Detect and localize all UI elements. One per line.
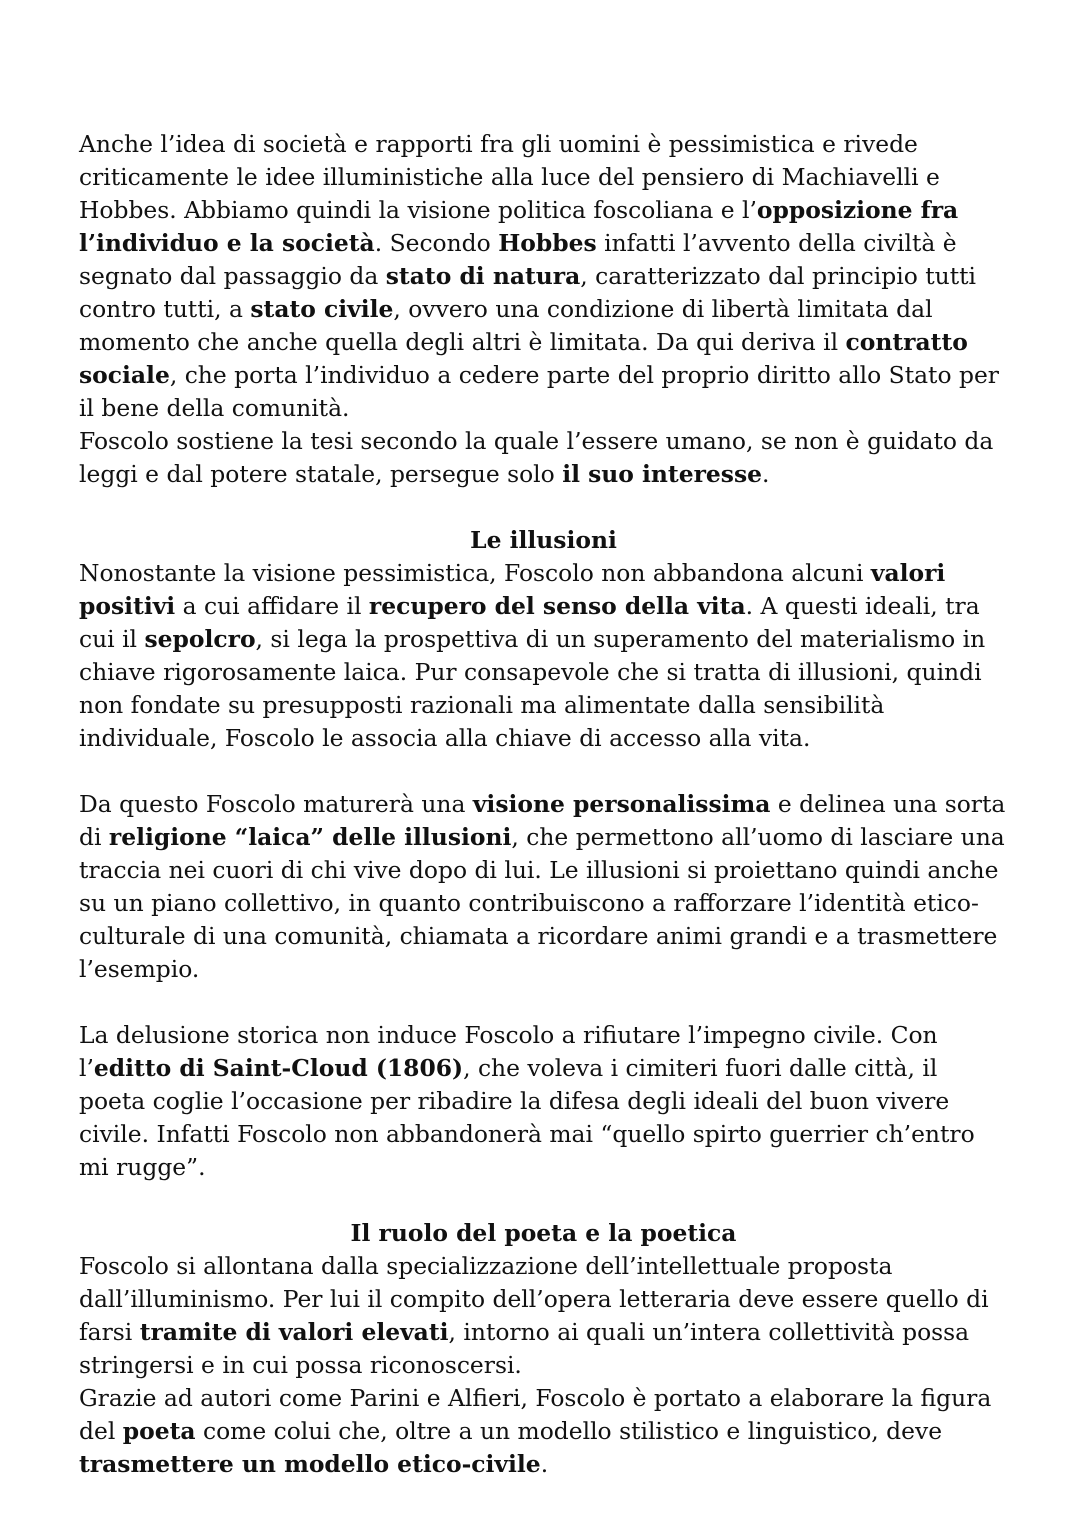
text-run: Nonostante la visione pessimistica, Foscolo non abbandona alcuni (79, 559, 871, 587)
bold-term: stato di natura (385, 262, 581, 290)
society-thesis-paragraph (79, 425, 1008, 491)
text-run: . A questi ideali, tra cui il (79, 592, 980, 653)
bold-term: sepolcro (144, 625, 256, 653)
spacer (79, 755, 1008, 788)
spacer (79, 1184, 1008, 1217)
text-run: . (540, 1450, 549, 1478)
text-run: Foscolo sostiene la tesi secondo la quale l’essere umano, se non è guidato da leggi e dal potere statale, persegue solo (79, 427, 994, 488)
text-run: , che permettono all’uomo di lasciare una traccia nei cuori di chi vive dopo di lui. Le illusioni si proiettano quindi anche su un piano collettivo, in quanto contribuiscono a rafforzare l’identità etico-culturale di una comunità, chiamata a ricordare animi grandi e a trasmettere l’esempio. (79, 823, 1005, 983)
bold-term: visione personalissima (472, 790, 771, 818)
bold-term: recupero del senso della vita (368, 592, 746, 620)
text-run: La delusione storica non induce Foscolo a rifiutare l’impegno civile. Con l’ (79, 1021, 938, 1082)
text-run: Da questo Foscolo maturerà una (79, 790, 473, 818)
bold-term: contratto sociale (79, 328, 968, 389)
text-run: a cui affidare il (175, 592, 369, 620)
text-run: come colui che, oltre a un modello stilistico e linguistico, deve (195, 1417, 943, 1445)
spacer (79, 491, 1008, 524)
text-run: infatti l’avvento della civiltà è segnato dal passaggio da (79, 229, 957, 290)
text-run: , caratterizzato dal principio tutti contro tutti, a (79, 262, 976, 323)
bold-term: opposizione fra l’individuo e la società (79, 196, 959, 257)
bold-term: editto di Saint-Cloud (1806) (93, 1054, 464, 1082)
illusions-paragraph-1 (79, 557, 1008, 755)
spacer (79, 986, 1008, 1019)
society-paragraph (79, 128, 1008, 425)
text-run: , che porta l’individuo a cedere parte del proprio diritto allo Stato per il bene della comunità. (79, 361, 999, 422)
bold-term: stato civile (250, 295, 394, 323)
text-run: Anche l’idea di società e rapporti fra gli uomini è pessimistica e rivede criticamente le idee illuministiche alla luce del pensiero di Machiavelli e Hobbes. Abbiamo quindi la visione politica foscoliana e l’ (79, 130, 940, 224)
text-run: . Secondo (374, 229, 499, 257)
poet-paragraph-1 (79, 1250, 1008, 1382)
bold-term: Hobbes (498, 229, 597, 257)
bold-term: valori positivi (79, 559, 946, 620)
section-heading-poet: Il ruolo del poeta e la poetica (350, 1219, 737, 1247)
text-run: , intorno ai quali un’intera collettività possa stringersi e in cui possa riconoscersi. (79, 1318, 970, 1379)
text-run: Grazie ad autori come Parini e Alfieri, Foscolo è portato a elaborare la figura del (79, 1384, 992, 1445)
bold-term: il suo interesse (562, 460, 763, 488)
section-heading-illusions: Le illusioni (470, 526, 617, 554)
text-run: , si lega la prospettiva di un superamento del materialismo in chiave rigorosamente laica. Pur consapevole che si tratta di illusioni, quindi non fondate su presupposti razionali ma alimentate dalla sensibilità individuale, Foscolo le associa alla chiave di accesso alla vita. (79, 625, 986, 752)
text-run: Foscolo si allontana dalla specializzazione dell’intellettuale proposta dall’illuminismo. Per lui il compito dell’opera letteraria deve essere quello di farsi (79, 1252, 989, 1346)
text-run: , ovvero una condizione di libertà limitata dal momento che anche quella degli altri è limitata. Da qui deriva il (79, 295, 933, 356)
illusions-paragraph-3 (79, 1019, 1008, 1184)
text-run: . (762, 460, 770, 488)
bold-term: trasmettere un modello etico-civile (79, 1450, 541, 1478)
bold-term: religione “laica” delle illusioni (108, 823, 512, 851)
illusions-paragraph-2 (79, 788, 1008, 986)
bold-term: tramite di valori elevati (139, 1318, 449, 1346)
bold-term: poeta (122, 1417, 196, 1445)
text-run: e delinea una sorta di (79, 790, 1006, 851)
text-run: , che voleva i cimiteri fuori dalle città, il poeta coglie l’occasione per ribadire la difesa degli ideali del buon vivere civile. Infatti Foscolo non abbandonerà mai “quello spirto guerrier ch’entro mi rugge”. (79, 1054, 975, 1181)
poet-paragraph-2 (79, 1382, 1008, 1481)
